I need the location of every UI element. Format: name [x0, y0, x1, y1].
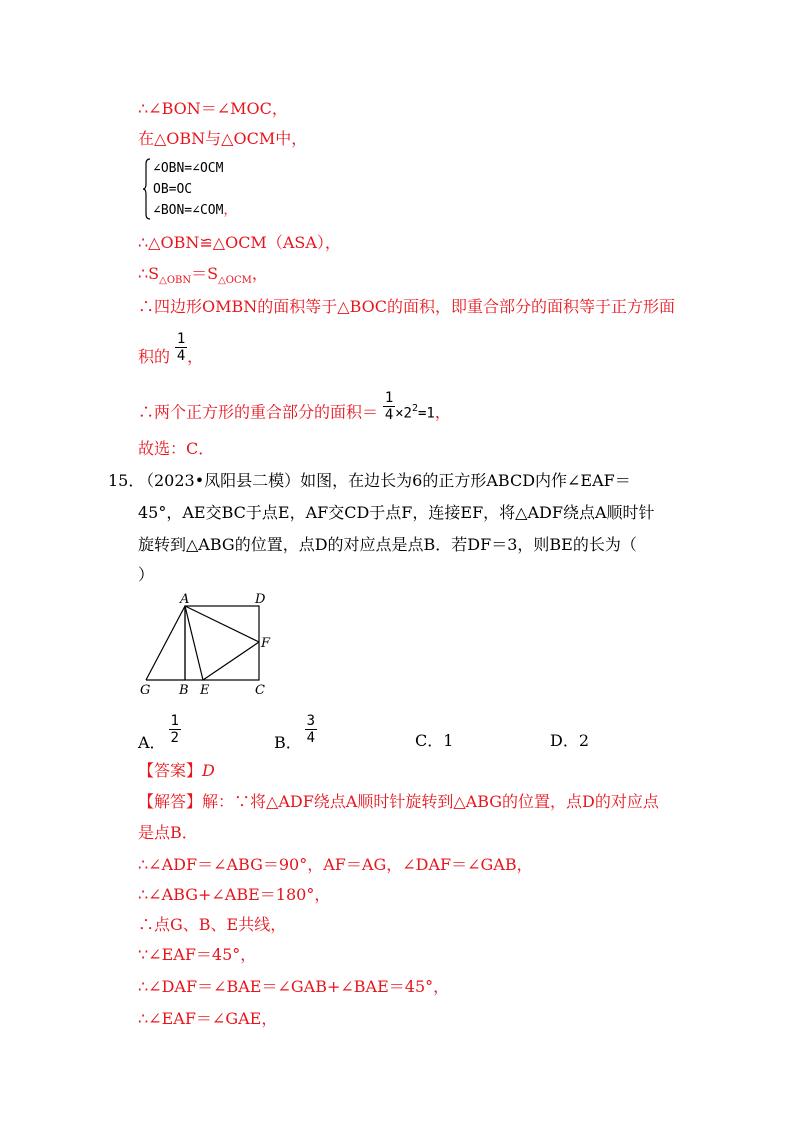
solution-step-5: ∴点G、B、E共线， — [138, 915, 287, 934]
option-b[interactable] — [274, 713, 319, 759]
area-prefix: ∴S — [138, 264, 160, 283]
solution-line-quadrilateral: ∴四边形OMBN的面积等于△BOC的面积，即重合部分的面积等于正方形面 — [138, 297, 675, 316]
label-b: B — [179, 683, 189, 698]
fraction-numerator-2: 1 — [384, 390, 394, 407]
solution-line-congruent: ∴△OBN≌△OCM（ASA）， — [138, 233, 341, 252]
option-c[interactable]: C．1 — [415, 731, 454, 750]
label-a: A — [180, 592, 190, 607]
solution-step-1 — [138, 791, 659, 813]
solution-label: 【解答】 — [138, 792, 203, 811]
problem-line-4: ） — [138, 565, 155, 584]
label-d: D — [255, 592, 266, 607]
overlap-end: ， — [434, 402, 451, 422]
answer-label: 【答案】 — [138, 761, 203, 780]
option-b-fraction — [305, 714, 317, 745]
fraction-denominator-2: 4 — [384, 407, 394, 424]
overlap-exponent: 2 — [411, 403, 418, 414]
left-brace-icon — [143, 158, 151, 220]
solution-step-8: ∴∠EAF＝∠GAE， — [138, 1009, 278, 1028]
solution-line-choose: 故选：C． — [138, 439, 215, 458]
system-row-2: OB=OC — [153, 182, 193, 197]
option-a-denominator: 2 — [170, 730, 179, 746]
option-b-denominator: 4 — [306, 730, 316, 746]
fraction-one-quarter — [175, 332, 187, 363]
solution-step-7: ∴∠DAF＝∠BAE＝∠GAB+∠BAE＝45°， — [138, 977, 450, 996]
overlap-times: ×2 — [395, 405, 412, 422]
problem-line-3: 旋转到△ABG的位置，点D的对应点是点B．若DF＝3，则BE的长为（ — [138, 535, 637, 554]
system-row-3-text: ∠BON=∠COM — [153, 203, 224, 218]
option-d[interactable]: D．2 — [550, 731, 590, 750]
solution-line-area-equal — [138, 263, 268, 292]
label-e: E — [200, 683, 210, 698]
area-sub-obn: △OBN — [159, 275, 192, 287]
solution-step-1-text: 解：∵将△ADF绕点A顺时针旋转到△ABG的位置，点D的对应点 — [202, 792, 659, 811]
option-a-numerator: 1 — [170, 713, 179, 729]
answer-value: D — [202, 761, 215, 780]
option-a-fraction — [169, 714, 181, 745]
answer-line — [138, 760, 215, 782]
system-row-3 — [153, 200, 236, 221]
equation-system — [143, 158, 283, 222]
solution-step-4: ∴∠ABG+∠ABE＝180°， — [138, 885, 331, 904]
solution-line-overlap-area — [138, 392, 451, 430]
option-b-numerator: 3 — [306, 713, 316, 729]
area-sub-ocm: △OCM — [218, 275, 252, 287]
solution-line-angle-bon: ∴∠BON＝∠MOC， — [138, 99, 288, 118]
problem-line-2: 45°，AE交BC于点E，AF交CD于点F，连接EF，将△ADF绕点A顺时针 — [138, 503, 655, 522]
system-comma: ， — [223, 203, 237, 218]
problem-line-1: （2023•凤阳县二模）如图，在边长为6的正方形ABCD内作∠EAF＝ — [138, 471, 631, 490]
fraction-numerator: 1 — [176, 331, 186, 347]
quarter-prefix: 积的 — [138, 347, 171, 366]
label-g: G — [140, 683, 151, 698]
solution-step-3: ∴∠ADF＝∠ABG＝90°，AF＝AG，∠DAF＝∠GAB， — [138, 855, 533, 874]
option-b-label: B． — [274, 733, 302, 752]
solution-line-quarter — [138, 331, 204, 374]
area-end: ， — [251, 264, 268, 283]
solution-step-6: ∵∠EAF＝45°， — [138, 945, 257, 964]
fraction-denominator: 4 — [176, 348, 186, 364]
solution-line-triangles: 在△OBN与△OCM中， — [138, 129, 308, 148]
quarter-end: ， — [187, 347, 204, 366]
option-a-label: A． — [138, 733, 166, 752]
geometry-figure — [138, 590, 288, 700]
overlap-result: =1 — [418, 405, 435, 422]
solution-step-2: 是点B． — [138, 823, 198, 842]
option-a[interactable] — [138, 713, 183, 759]
problem-number: 15． — [108, 471, 145, 490]
system-row-1: ∠OBN=∠OCM — [153, 161, 224, 176]
label-f: F — [261, 636, 271, 651]
label-c: C — [255, 683, 265, 698]
area-mid: ＝S — [191, 264, 219, 283]
fraction-one-quarter-2 — [383, 391, 395, 422]
overlap-prefix: ∴两个正方形的重合部分的面积＝ — [138, 402, 379, 422]
